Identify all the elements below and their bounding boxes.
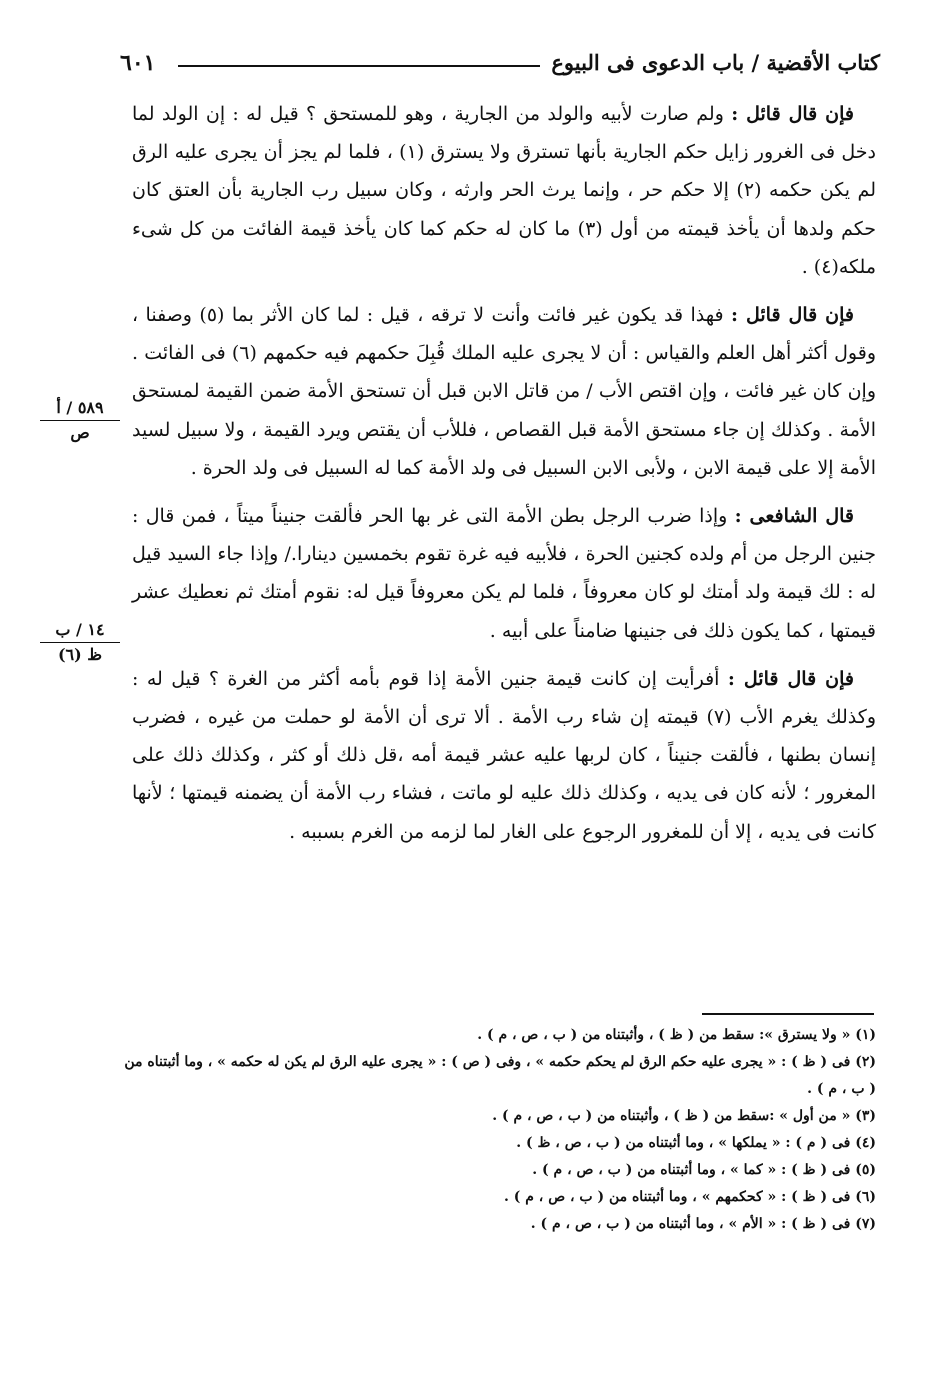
paragraph-text: أفرأيت إن كانت قيمة جنين الأمة إذا قوم بأمه أكثر من الغرة ؟ قيل له : وكذلك يغرم الأب (٧) قيمته إن شاء رب الأمة . ألا ترى أن الأمة لو حملت من غيره ، فضرب إنسان بطنها ، فألقت جنيناً ، كان لربها عليه عشر قيمة أمه ،قل ذلك أو كثر ، وكذلك ذلك على المغرور ؛ لأنه كان فى يديه ، وكذلك ذلك عليه لو ماتت ، فشاء رب الأمة أن يضمنه قيمتها ؛ لأنها كانت فى يديه ، إلا أن للمغرور الرجوع على الغار لما لزمه من الغرم بسببه . [132,667,877,843]
footnote: (٦) فى ( ظ ) : « كحكمهم » ، وما أثبتناه من ( ب ، ص ، م ) . [504,1189,876,1205]
footnote: (٤) فى ( م ) : « يملكها » ، وما أثبتناه من ( ب ، ص ، ظ ) . [516,1135,876,1151]
margin-note-folio: ٥٨٩ / أ [40,398,120,421]
paragraph [132,660,876,851]
header-rule [178,65,540,67]
margin-note-siglum: ظ (٦) [57,645,103,664]
paragraph [132,95,876,286]
page-number: ٦٠١ [120,50,156,76]
paragraph-text: وإذا ضرب الرجل بطن الأمة التى غر بها الحر فألقت جنيناً ميتاً ، فمن قال : جنين الرجل من أم ولده كجنين الحرة ، فلأبيه فيه غرة تقوم بخمسين دينارا./ وإذا جاء السيد قيل له : لك قيمة ولد أمتك لو كان معروفاً ، فلما لم يكن معروفاً قيل له: نقوم أمتك ثم نعطيك عشر قيمتها ، كما يكون ذلك فى جنينها ضامناً على أبيه . [132,505,876,642]
margin-note-folio: ١٤ / ب [40,620,120,643]
running-header [120,48,880,88]
paragraph [132,497,876,650]
footnote: (٧) فى ( ظ ) : « الأم » ، وما أثبتناه من ( ب ، ص ، م ) . [530,1216,876,1232]
paragraph-text: فهذا قد يكون غير فائت وأنت لا ترقه ، قيل : لما كان الأثر بما (٥) وصفنا ، وقول أكثر أهل العلم والقياس : أن لا يجرى عليه الملك قُبِلَ حكمهم فيه حكمهم (٦) فى الفائت . وإن كان غير فائت ، وإن اقتص الأب / من قاتل الابن قبل أن تستحق الأمة ضمن القيمة لمستحق الأمة . وكذلك إن جاء مستحق الأمة قبل القصاص ، فللأب أن يقتص ويرد القيمة ، ولا سبيل لسيد الأمة إلا على قيمة الابن ، ولأبى الابن السبيل فى ولد الأمة كما له السبيل فى ولد الحرة . [132,304,877,479]
footnote: (٥) فى ( ظ ) : « كما » ، وما أثبتناه من ( ب ، ص ، م ) . [532,1162,876,1178]
footnote-separator [702,1013,874,1015]
margin-note-manuscript-ref [40,398,120,443]
footnotes [120,1022,876,1238]
footnote: (٣) « من أول » :سقط من ( ظ ) ، وأثبتناه من ( ب ، ص ، م ) . [492,1108,876,1124]
paragraph-lead: فإن قال قائل : [731,103,854,125]
paragraph [132,296,876,487]
footnote: (١) « ولا يسترق »: سقط من ( ظ ) ، وأثبتناه من ( ب ، ص ، م ) . [477,1027,876,1043]
running-title: كتاب الأقضية / باب الدعوى فى البيوع [551,50,880,75]
paragraph-lead: قال الشافعى : [734,505,855,528]
paragraph-text: ولم صارت لأبيه والولد من الجارية ، وهو للمستحق ؟ قيل له : إن الولد لما دخل فى الغرور زايل حكم الجارية بأنها تسترق ولا يسترق (١) ، فلما لم يجز أن يجرى عليه الرق لم يكن حكمه (٢) إلا حكم حر ، وإنما يرث الحر وارثه ، وكان سبيل رب الجارية بأن العتق كان حكم ولدها أن يأخذ قيمته من أول (٣) ما كان له حكم كما كان يأخذ قيمة الفائت من كل شىء ملكه(٤) . [132,103,876,278]
margin-note-siglum: ص [70,423,90,442]
main-text [132,95,876,861]
paragraph-lead: فإن قال قائل : [727,667,854,690]
footnote: (٢) فى ( ظ ) : « يجرى عليه حكم الرق لم يحكم حكمه » ، وفى ( ص ) : « يجرى عليه الرق لم يكن له حكمه » ، وما أثبتناه من ( ب ، م ) . [124,1054,876,1097]
margin-note-manuscript-ref [40,620,120,665]
paragraph-lead: فإن قال قائل : [730,304,854,327]
